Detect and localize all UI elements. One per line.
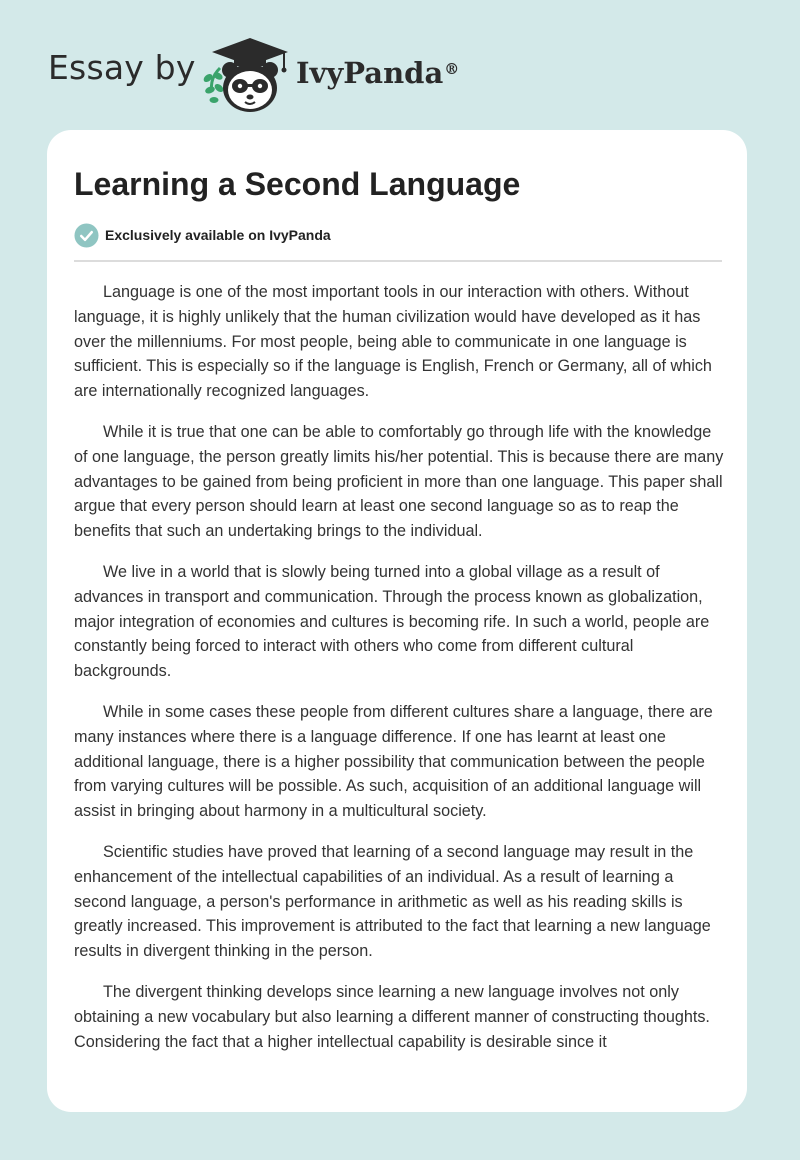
paragraph: The divergent thinking develops since learning a new language involves not only obtaining a new vocabulary but also learning a different manner of constructing thoughts. Considering the fact that a higher intellectual capability is desirable since it — [74, 982, 710, 1051]
essay-card — [47, 130, 747, 1112]
paragraph: We live in a world that is slowly being turned into a global village as a result of advances in transport and communication. Through the process known as globalization, major integration of economies and cultures is becoming rife. In such a world, people are constantly being forced to interact with others who come from different cultural backgrounds. — [74, 562, 710, 681]
paragraph: Scientific studies have proved that learning of a second language may result in the enhancement of the intellectual capabilities of an individual. As a result of learning a second language, a person's performance in arithmetic as well as his reading skills is greatly increased. This improvement is attributed to the fact that learning a new language results in divergent thinking in the person. — [74, 842, 711, 961]
check-circle-icon — [74, 223, 99, 248]
panda-graduate-icon[interactable] — [198, 34, 296, 114]
brand-text: IvyPanda — [296, 56, 444, 90]
paragraph: While it is true that one can be able to comfortably go through life with the knowledge of one language, the person greatly limits his/her potential. This is because there are many advantages to be gained from being proficient in more than one language. This paper shall argue that every person should learn at least one second language so as to reap the benefits that such an undertaking brings to the individual. — [74, 422, 724, 541]
brand-name[interactable] — [296, 55, 459, 91]
site-header — [0, 0, 800, 130]
essay-body — [74, 280, 724, 1080]
page-title: Learning a Second Language — [74, 166, 521, 202]
paragraph: While in some cases these people from different cultures share a language, there are many instances where there is a language difference. If one has learnt at least one additional language, there is a higher possibility that communication between the people from varying cultures will be possible. As such, acquisition of an additional language will assist in bringing about harmony in a multicultural society. — [74, 702, 713, 821]
exclusive-label: Exclusively available on IvyPanda — [105, 227, 331, 243]
registered-mark: ® — [444, 60, 460, 78]
exclusive-badge — [74, 222, 331, 248]
divider — [74, 260, 722, 262]
paragraph: Language is one of the most important tools in our interaction with others. Without language, it is highly unlikely that the human civilization would have developed as it has over the millenniums. For most people, being able to communicate in one language is sufficient. This is especially so if the language is English, French or Germany, all of which are internationally recognized languages. — [74, 283, 712, 401]
essay-by-label: Essay by — [48, 48, 196, 87]
